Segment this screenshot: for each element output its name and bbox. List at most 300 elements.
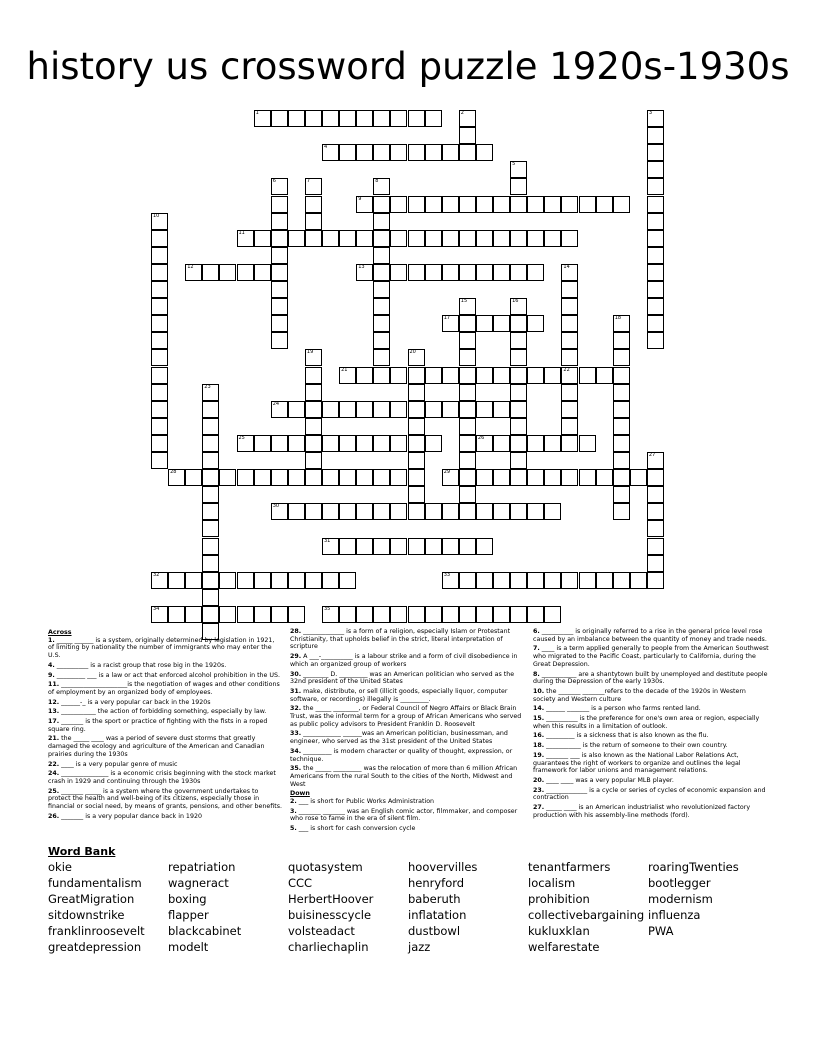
grid-cell[interactable]: [168, 469, 185, 486]
grid-cell[interactable]: [305, 435, 322, 452]
grid-cell[interactable]: [202, 418, 219, 435]
grid-cell[interactable]: [459, 418, 476, 435]
grid-cell[interactable]: [579, 196, 596, 213]
grid-cell[interactable]: [561, 230, 578, 247]
grid-cell[interactable]: [408, 384, 425, 401]
grid-cell[interactable]: [493, 367, 510, 384]
grid-cell[interactable]: [476, 367, 493, 384]
grid-cell[interactable]: [459, 144, 476, 161]
grid-cell[interactable]: [151, 247, 168, 264]
grid-cell[interactable]: [493, 196, 510, 213]
grid-cell[interactable]: [271, 178, 288, 195]
grid-cell[interactable]: [202, 589, 219, 606]
grid-cell[interactable]: [647, 281, 664, 298]
grid-cell[interactable]: [237, 606, 254, 623]
grid-cell[interactable]: [647, 110, 664, 127]
grid-cell[interactable]: [305, 503, 322, 520]
grid-cell[interactable]: [271, 606, 288, 623]
grid-cell[interactable]: [408, 503, 425, 520]
grid-cell[interactable]: [476, 196, 493, 213]
grid-cell[interactable]: [527, 435, 544, 452]
grid-cell[interactable]: [408, 144, 425, 161]
grid-cell[interactable]: [510, 161, 527, 178]
grid-cell[interactable]: [493, 572, 510, 589]
grid-cell[interactable]: [596, 572, 613, 589]
grid-cell[interactable]: [493, 315, 510, 332]
grid-cell[interactable]: [408, 110, 425, 127]
grid-cell[interactable]: [322, 572, 339, 589]
grid-cell[interactable]: [254, 606, 271, 623]
grid-cell[interactable]: [425, 503, 442, 520]
grid-cell[interactable]: [493, 435, 510, 452]
grid-cell[interactable]: [288, 572, 305, 589]
grid-cell[interactable]: [476, 435, 493, 452]
grid-cell[interactable]: [373, 110, 390, 127]
grid-cell[interactable]: [151, 298, 168, 315]
grid-cell[interactable]: [151, 281, 168, 298]
grid-cell[interactable]: [356, 110, 373, 127]
grid-cell[interactable]: [373, 503, 390, 520]
grid-cell[interactable]: [647, 469, 664, 486]
grid-cell[interactable]: [408, 264, 425, 281]
grid-cell[interactable]: [459, 503, 476, 520]
grid-cell[interactable]: [339, 503, 356, 520]
grid-cell[interactable]: [254, 230, 271, 247]
grid-cell[interactable]: [544, 230, 561, 247]
grid-cell[interactable]: [373, 144, 390, 161]
grid-cell[interactable]: [510, 384, 527, 401]
grid-cell[interactable]: [425, 230, 442, 247]
grid-cell[interactable]: [510, 178, 527, 195]
grid-cell[interactable]: [510, 315, 527, 332]
grid-cell[interactable]: [219, 264, 236, 281]
grid-cell[interactable]: [425, 435, 442, 452]
grid-cell[interactable]: [390, 144, 407, 161]
grid-cell[interactable]: [459, 486, 476, 503]
grid-cell[interactable]: [647, 538, 664, 555]
grid-cell[interactable]: [356, 144, 373, 161]
grid-cell[interactable]: [527, 469, 544, 486]
grid-cell[interactable]: [647, 332, 664, 349]
grid-cell[interactable]: [561, 418, 578, 435]
grid-cell[interactable]: [151, 315, 168, 332]
grid-cell[interactable]: [510, 452, 527, 469]
grid-cell[interactable]: [408, 401, 425, 418]
grid-cell[interactable]: [185, 264, 202, 281]
grid-cell[interactable]: [271, 298, 288, 315]
grid-cell[interactable]: [493, 503, 510, 520]
grid-cell[interactable]: [288, 503, 305, 520]
grid-cell[interactable]: [408, 486, 425, 503]
grid-cell[interactable]: [561, 401, 578, 418]
grid-cell[interactable]: [476, 572, 493, 589]
grid-cell[interactable]: [151, 572, 168, 589]
grid-cell[interactable]: [527, 264, 544, 281]
grid-cell[interactable]: [510, 264, 527, 281]
grid-cell[interactable]: [613, 384, 630, 401]
grid-cell[interactable]: [442, 367, 459, 384]
grid-cell[interactable]: [408, 452, 425, 469]
grid-cell[interactable]: [151, 332, 168, 349]
grid-cell[interactable]: [339, 606, 356, 623]
grid-cell[interactable]: [271, 196, 288, 213]
grid-cell[interactable]: [596, 367, 613, 384]
grid-cell[interactable]: [442, 230, 459, 247]
grid-cell[interactable]: [373, 469, 390, 486]
grid-cell[interactable]: [408, 367, 425, 384]
grid-cell[interactable]: [254, 572, 271, 589]
grid-cell[interactable]: [271, 110, 288, 127]
grid-cell[interactable]: [561, 281, 578, 298]
grid-cell[interactable]: [561, 264, 578, 281]
grid-cell[interactable]: [390, 230, 407, 247]
grid-cell[interactable]: [322, 230, 339, 247]
grid-cell[interactable]: [254, 435, 271, 452]
grid-cell[interactable]: [647, 213, 664, 230]
grid-cell[interactable]: [442, 144, 459, 161]
grid-cell[interactable]: [356, 401, 373, 418]
grid-cell[interactable]: [613, 572, 630, 589]
grid-cell[interactable]: [271, 315, 288, 332]
grid-cell[interactable]: [493, 264, 510, 281]
grid-cell[interactable]: [459, 298, 476, 315]
grid-cell[interactable]: [202, 452, 219, 469]
grid-cell[interactable]: [476, 264, 493, 281]
grid-cell[interactable]: [322, 435, 339, 452]
grid-cell[interactable]: [510, 401, 527, 418]
grid-cell[interactable]: [151, 452, 168, 469]
grid-cell[interactable]: [613, 486, 630, 503]
grid-cell[interactable]: [442, 196, 459, 213]
grid-cell[interactable]: [425, 144, 442, 161]
grid-cell[interactable]: [271, 281, 288, 298]
grid-cell[interactable]: [356, 435, 373, 452]
grid-cell[interactable]: [459, 315, 476, 332]
grid-cell[interactable]: [288, 110, 305, 127]
grid-cell[interactable]: [356, 606, 373, 623]
grid-cell[interactable]: [202, 520, 219, 537]
grid-cell[interactable]: [493, 606, 510, 623]
grid-cell[interactable]: [647, 127, 664, 144]
grid-cell[interactable]: [561, 384, 578, 401]
grid-cell[interactable]: [613, 503, 630, 520]
grid-cell[interactable]: [390, 367, 407, 384]
grid-cell[interactable]: [408, 349, 425, 366]
grid-cell[interactable]: [254, 264, 271, 281]
grid-cell[interactable]: [202, 572, 219, 589]
grid-cell[interactable]: [647, 264, 664, 281]
grid-cell[interactable]: [271, 469, 288, 486]
grid-cell[interactable]: [373, 247, 390, 264]
grid-cell[interactable]: [561, 315, 578, 332]
grid-cell[interactable]: [493, 401, 510, 418]
grid-cell[interactable]: [510, 332, 527, 349]
grid-cell[interactable]: [579, 367, 596, 384]
grid-cell[interactable]: [271, 230, 288, 247]
grid-cell[interactable]: [647, 486, 664, 503]
grid-cell[interactable]: [561, 469, 578, 486]
grid-cell[interactable]: [476, 606, 493, 623]
grid-cell[interactable]: [390, 401, 407, 418]
grid-cell[interactable]: [561, 332, 578, 349]
grid-cell[interactable]: [322, 538, 339, 555]
grid-cell[interactable]: [459, 384, 476, 401]
grid-cell[interactable]: [151, 401, 168, 418]
grid-cell[interactable]: [442, 315, 459, 332]
grid-cell[interactable]: [237, 469, 254, 486]
grid-cell[interactable]: [647, 503, 664, 520]
grid-cell[interactable]: [373, 538, 390, 555]
grid-cell[interactable]: [613, 315, 630, 332]
grid-cell[interactable]: [185, 572, 202, 589]
grid-cell[interactable]: [527, 230, 544, 247]
grid-cell[interactable]: [373, 435, 390, 452]
grid-cell[interactable]: [356, 503, 373, 520]
grid-cell[interactable]: [390, 196, 407, 213]
grid-cell[interactable]: [442, 401, 459, 418]
grid-cell[interactable]: [544, 503, 561, 520]
grid-cell[interactable]: [408, 435, 425, 452]
grid-cell[interactable]: [373, 332, 390, 349]
grid-cell[interactable]: [151, 435, 168, 452]
grid-cell[interactable]: [459, 606, 476, 623]
grid-cell[interactable]: [322, 144, 339, 161]
grid-cell[interactable]: [459, 127, 476, 144]
grid-cell[interactable]: [459, 452, 476, 469]
grid-cell[interactable]: [425, 264, 442, 281]
grid-cell[interactable]: [305, 367, 322, 384]
grid-cell[interactable]: [510, 298, 527, 315]
grid-cell[interactable]: [613, 349, 630, 366]
grid-cell[interactable]: [202, 264, 219, 281]
grid-cell[interactable]: [510, 418, 527, 435]
grid-cell[interactable]: [510, 367, 527, 384]
grid-cell[interactable]: [544, 606, 561, 623]
grid-cell[interactable]: [596, 469, 613, 486]
grid-cell[interactable]: [305, 178, 322, 195]
grid-cell[interactable]: [561, 196, 578, 213]
grid-cell[interactable]: [305, 572, 322, 589]
grid-cell[interactable]: [527, 367, 544, 384]
grid-cell[interactable]: [425, 367, 442, 384]
grid-cell[interactable]: [459, 401, 476, 418]
grid-cell[interactable]: [373, 196, 390, 213]
grid-cell[interactable]: [373, 178, 390, 195]
grid-cell[interactable]: [185, 469, 202, 486]
grid-cell[interactable]: [408, 606, 425, 623]
grid-cell[interactable]: [527, 503, 544, 520]
grid-cell[interactable]: [356, 196, 373, 213]
grid-cell[interactable]: [202, 503, 219, 520]
grid-cell[interactable]: [408, 538, 425, 555]
grid-cell[interactable]: [527, 606, 544, 623]
grid-cell[interactable]: [322, 503, 339, 520]
grid-cell[interactable]: [390, 606, 407, 623]
grid-cell[interactable]: [613, 418, 630, 435]
grid-cell[interactable]: [647, 196, 664, 213]
grid-cell[interactable]: [510, 196, 527, 213]
grid-cell[interactable]: [322, 401, 339, 418]
grid-cell[interactable]: [579, 572, 596, 589]
grid-cell[interactable]: [459, 469, 476, 486]
grid-cell[interactable]: [339, 538, 356, 555]
grid-cell[interactable]: [459, 538, 476, 555]
grid-cell[interactable]: [390, 538, 407, 555]
grid-cell[interactable]: [219, 469, 236, 486]
grid-cell[interactable]: [390, 110, 407, 127]
grid-cell[interactable]: [442, 606, 459, 623]
grid-cell[interactable]: [425, 538, 442, 555]
grid-cell[interactable]: [544, 367, 561, 384]
grid-cell[interactable]: [202, 538, 219, 555]
grid-cell[interactable]: [527, 315, 544, 332]
grid-cell[interactable]: [151, 264, 168, 281]
grid-cell[interactable]: [151, 367, 168, 384]
grid-cell[interactable]: [647, 572, 664, 589]
grid-cell[interactable]: [459, 110, 476, 127]
grid-cell[interactable]: [339, 435, 356, 452]
grid-cell[interactable]: [356, 230, 373, 247]
grid-cell[interactable]: [459, 196, 476, 213]
grid-cell[interactable]: [510, 503, 527, 520]
grid-cell[interactable]: [425, 606, 442, 623]
grid-cell[interactable]: [254, 110, 271, 127]
grid-cell[interactable]: [630, 572, 647, 589]
grid-cell[interactable]: [373, 298, 390, 315]
grid-cell[interactable]: [510, 469, 527, 486]
grid-cell[interactable]: [219, 606, 236, 623]
grid-cell[interactable]: [459, 367, 476, 384]
grid-cell[interactable]: [271, 503, 288, 520]
grid-cell[interactable]: [613, 332, 630, 349]
grid-cell[interactable]: [647, 298, 664, 315]
grid-cell[interactable]: [151, 349, 168, 366]
grid-cell[interactable]: [202, 555, 219, 572]
grid-cell[interactable]: [476, 144, 493, 161]
grid-cell[interactable]: [356, 538, 373, 555]
grid-cell[interactable]: [271, 247, 288, 264]
grid-cell[interactable]: [408, 196, 425, 213]
grid-cell[interactable]: [647, 520, 664, 537]
grid-cell[interactable]: [647, 555, 664, 572]
grid-cell[interactable]: [459, 572, 476, 589]
grid-cell[interactable]: [647, 452, 664, 469]
grid-cell[interactable]: [271, 435, 288, 452]
grid-cell[interactable]: [322, 606, 339, 623]
grid-cell[interactable]: [373, 367, 390, 384]
grid-cell[interactable]: [356, 264, 373, 281]
grid-cell[interactable]: [288, 401, 305, 418]
grid-cell[interactable]: [647, 247, 664, 264]
grid-cell[interactable]: [202, 384, 219, 401]
grid-cell[interactable]: [493, 230, 510, 247]
grid-cell[interactable]: [613, 452, 630, 469]
grid-cell[interactable]: [647, 230, 664, 247]
grid-cell[interactable]: [237, 435, 254, 452]
grid-cell[interactable]: [459, 264, 476, 281]
grid-cell[interactable]: [288, 606, 305, 623]
grid-cell[interactable]: [339, 230, 356, 247]
grid-cell[interactable]: [271, 213, 288, 230]
grid-cell[interactable]: [305, 401, 322, 418]
grid-cell[interactable]: [510, 230, 527, 247]
grid-cell[interactable]: [168, 606, 185, 623]
grid-cell[interactable]: [151, 213, 168, 230]
grid-cell[interactable]: [647, 161, 664, 178]
grid-cell[interactable]: [219, 572, 236, 589]
grid-cell[interactable]: [596, 196, 613, 213]
grid-cell[interactable]: [339, 572, 356, 589]
grid-cell[interactable]: [476, 538, 493, 555]
grid-cell[interactable]: [459, 332, 476, 349]
grid-cell[interactable]: [254, 469, 271, 486]
grid-cell[interactable]: [168, 572, 185, 589]
grid-cell[interactable]: [373, 315, 390, 332]
grid-cell[interactable]: [476, 469, 493, 486]
grid-cell[interactable]: [305, 230, 322, 247]
grid-cell[interactable]: [390, 264, 407, 281]
grid-cell[interactable]: [510, 572, 527, 589]
grid-cell[interactable]: [561, 367, 578, 384]
grid-cell[interactable]: [339, 367, 356, 384]
grid-cell[interactable]: [561, 349, 578, 366]
grid-cell[interactable]: [339, 144, 356, 161]
grid-cell[interactable]: [305, 418, 322, 435]
grid-cell[interactable]: [579, 435, 596, 452]
grid-cell[interactable]: [185, 606, 202, 623]
grid-cell[interactable]: [561, 435, 578, 452]
grid-cell[interactable]: [339, 469, 356, 486]
grid-cell[interactable]: [459, 230, 476, 247]
grid-cell[interactable]: [476, 401, 493, 418]
grid-cell[interactable]: [527, 572, 544, 589]
grid-cell[interactable]: [390, 503, 407, 520]
grid-cell[interactable]: [305, 349, 322, 366]
grid-cell[interactable]: [442, 264, 459, 281]
grid-cell[interactable]: [544, 435, 561, 452]
grid-cell[interactable]: [425, 196, 442, 213]
grid-cell[interactable]: [151, 384, 168, 401]
grid-cell[interactable]: [442, 572, 459, 589]
grid-cell[interactable]: [322, 110, 339, 127]
grid-cell[interactable]: [202, 486, 219, 503]
grid-cell[interactable]: [613, 196, 630, 213]
grid-cell[interactable]: [510, 435, 527, 452]
grid-cell[interactable]: [322, 469, 339, 486]
grid-cell[interactable]: [356, 367, 373, 384]
grid-cell[interactable]: [373, 230, 390, 247]
grid-cell[interactable]: [442, 469, 459, 486]
grid-cell[interactable]: [493, 469, 510, 486]
grid-cell[interactable]: [476, 230, 493, 247]
grid-cell[interactable]: [390, 435, 407, 452]
grid-cell[interactable]: [613, 401, 630, 418]
grid-cell[interactable]: [373, 281, 390, 298]
grid-cell[interactable]: [459, 349, 476, 366]
grid-cell[interactable]: [425, 401, 442, 418]
grid-cell[interactable]: [202, 435, 219, 452]
grid-cell[interactable]: [373, 349, 390, 366]
grid-cell[interactable]: [151, 418, 168, 435]
grid-cell[interactable]: [373, 264, 390, 281]
grid-cell[interactable]: [202, 469, 219, 486]
grid-cell[interactable]: [647, 315, 664, 332]
grid-cell[interactable]: [544, 196, 561, 213]
grid-cell[interactable]: [425, 110, 442, 127]
grid-cell[interactable]: [647, 178, 664, 195]
grid-cell[interactable]: [339, 401, 356, 418]
grid-cell[interactable]: [544, 572, 561, 589]
